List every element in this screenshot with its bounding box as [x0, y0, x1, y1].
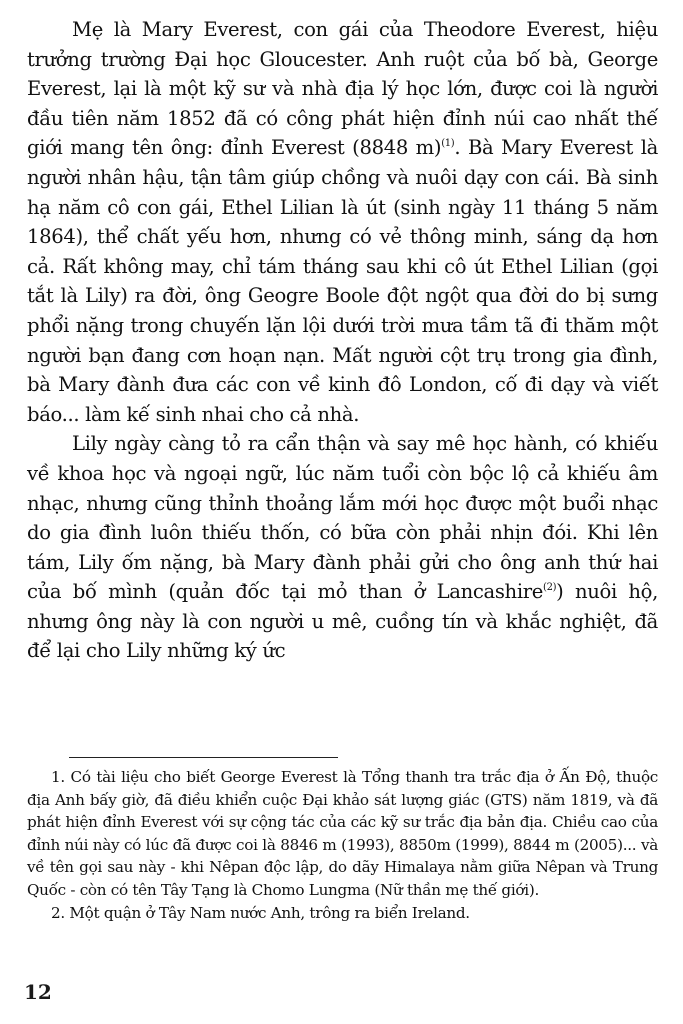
paragraph-1-text: Mẹ là Mary Everest, con gái của Theodore Everest, hiệu trưởng trường Đại học Gloucester. Anh ruột của bố bà, George Everest, lại là một kỹ sư và nhà địa lý học lớn, được coi là người đầu tiên năm 1852 đã có công phát hiện đỉnh núi cao nhất thế giới mang tên ông: đỉnh Everest (8848 m): [27, 18, 658, 160]
footnote-1: 1. Có tài liệu cho biết George Everest là Tổng thanh tra trắc địa ở Ấn Độ, thuộc địa Anh bấy giờ, đã điều khiển cuộc Đại khảo sát lượng giác (GTS) năm 1819, và đã phát hiện đỉnh Everest với sự cộng tác của các kỹ sư trắc địa bản địa. Chiều cao của đỉnh núi này có lúc đã được coi là 8846 m (1993), 8850m (1999), 8844 m (2005)... và về tên gọi sau này - khi Nêpan độc lập, do dãy Himalaya nằm giữa Nêpan và Trung Quốc - còn có tên Tây Tạng là Chomo Lungma (Nữ thần mẹ thế giới).: [27, 768, 658, 899]
paragraph-2: [27, 429, 658, 666]
page-number: 12: [24, 980, 52, 1004]
footnote-divider: [69, 757, 338, 758]
paragraph-2-text-after: ) nuôi hộ, nhưng ông này là con người u mê, cuồng tín và khắc nghiệt, đã để lại cho Lily những ký ức: [27, 580, 658, 663]
body-text: [27, 15, 658, 666]
footnote-2: 2. Một quận ở Tây Nam nước Anh, trông ra biển Ireland.: [51, 903, 470, 922]
footnotes: [27, 766, 658, 924]
paragraph-1-text-after: . Bà Mary Everest là người nhân hậu, tận tâm giúp chồng và nuôi dạy con cái. Bà sinh hạ năm cô con gái, Ethel Lilian là út (sinh ngày 11 tháng 5 năm 1864), thể chất yếu hơn, nhưng có vẻ thông minh, sáng dạ hơn cả. Rất không may, chỉ tám tháng sau khi cô út Ethel Lilian (gọi tắt là Lily) ra đời, ông Geogre Boole đột ngột qua đời do bị sưng phổi nặng trong chuyến lặn lội dưới trời mưa tầm tã đi thăm một người bạn đang cơn hoạn nạn. Mất người cột trụ trong gia đình, bà Mary đành đưa các con về kinh đô London, cố đi dạy và viết báo... làm kế sinh nhai cho cả nhà.: [27, 136, 658, 426]
footnote-ref-2: (2): [543, 582, 557, 594]
paragraph-1: [27, 15, 658, 429]
footnote-ref-1: (1): [441, 138, 455, 150]
paragraph-2-text: Lily ngày càng tỏ ra cẩn thận và say mê học hành, có khiếu về khoa học và ngoại ngữ, lúc năm tuổi còn bộc lộ cả khiếu âm nhạc, nhưng cũng thỉnh thoảng lắm mới học được một buổi nhạc do gia đình luôn thiếu thốn, có bữa còn phải nhịn đói. Khi lên tám, Lily ốm nặng, bà Mary đành phải gửi cho ông anh thứ hai của bố mình (quản đốc tại mỏ than ở Lancashire: [27, 432, 658, 604]
